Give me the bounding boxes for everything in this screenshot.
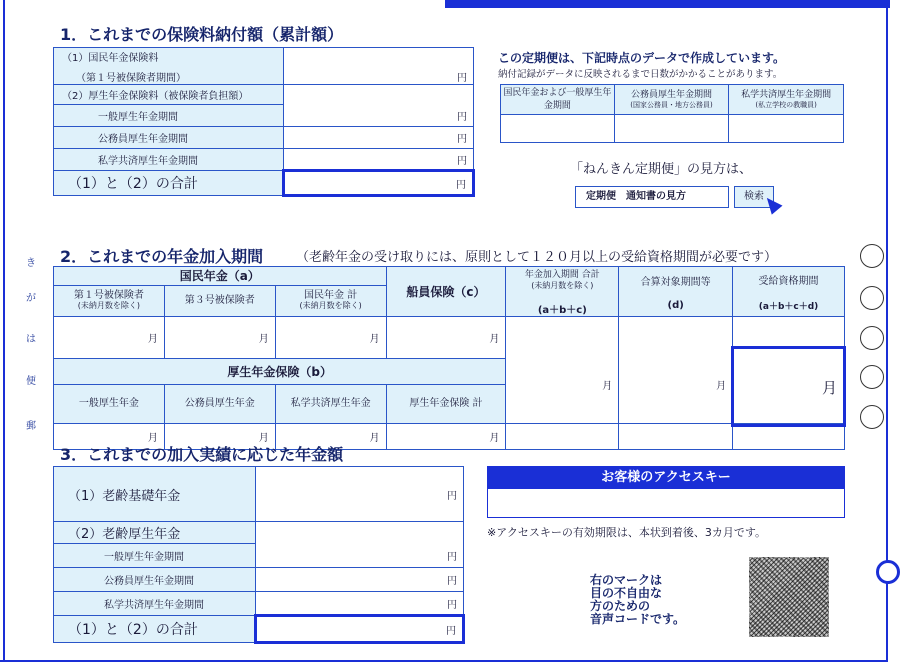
date-col3: 私学共済厚生年金期間 (私立学校の教職員) — [729, 85, 844, 115]
sub3-value: 円 — [284, 149, 474, 171]
kokumin-col1: 第１号被保険者 (未納月数を除く) — [54, 285, 165, 316]
voice-code-image — [749, 557, 829, 637]
sub2-value: 円 — [284, 127, 474, 149]
r1-label: （1）老齢基礎年金 — [54, 467, 256, 522]
margin-char-1: 郵 — [26, 421, 36, 432]
search-prompt: 「ねんきん定期便」の見方は、 — [570, 162, 753, 177]
r1-value: 円 — [256, 467, 464, 522]
s2-value: 円 — [256, 568, 464, 592]
s2-label: 公務員厚生年金期間 — [54, 568, 256, 592]
search-input[interactable]: 定期便 通知書の見方 — [575, 186, 729, 208]
jukyu-val-spacer — [733, 317, 845, 424]
row1-label: （1）国民年金保険料 （第１号被保険者期間） — [54, 48, 284, 85]
voice-code-text: 右のマークは 目の不自由な 方のための 音声コードです。 — [590, 573, 686, 626]
kosei-col4: 厚生年金保険 計 — [386, 385, 506, 424]
total-period-val: 月 — [506, 317, 619, 424]
gousan-header: 合算対象期間等 (d) — [619, 267, 733, 317]
margin-char-4: が — [26, 293, 36, 304]
kosei-col1: 一般厚生年金 — [54, 385, 165, 424]
search-button[interactable]: 検索 — [734, 186, 774, 208]
senin-val: 月 — [386, 317, 506, 359]
kokumin-col3: 国民年金 計 (未納月数を除く) — [275, 285, 386, 316]
kokumin-col2: 第３号被保険者 — [164, 285, 275, 316]
period-table — [53, 266, 845, 450]
pension-amount-table — [53, 466, 465, 644]
access-key-box — [487, 466, 845, 518]
total-value: 円 — [284, 171, 474, 196]
kosei-header: 厚生年金保険（b） — [54, 358, 506, 385]
access-key-title: お客様のアクセスキー — [488, 467, 844, 489]
notice-sub: 納付記録がデータに反映されるまで日数がかかることがあります。 — [498, 69, 783, 80]
margin-char-3: は — [26, 334, 36, 345]
s1-label: 一般厚生年金期間 — [54, 544, 256, 568]
kokumin-val2: 月 — [164, 317, 275, 359]
date-col1: 国民年金および一般厚生年金期間 — [501, 85, 615, 115]
section3-title: 3．これまでの加入実績に応じた年金額 — [60, 445, 344, 464]
sub1-label: 一般厚生年金期間 — [54, 105, 284, 127]
notice-heading: この定期便は、下記時点のデータで作成しています。 — [498, 51, 786, 65]
r-total-label: （1）と（2）の合計 — [54, 616, 256, 643]
section2-note: （老齢年金の受け取りには、原則として１２０月以上の受給資格期間が必要です） — [296, 250, 778, 265]
section2-title: 2．これまでの年金加入期間 — [60, 247, 264, 266]
binding-hole — [860, 244, 884, 268]
jukyu-header: 受給資格期間 (a＋b＋c＋d) — [733, 267, 845, 317]
total-period-header: 年金加入期間 合計 (未納月数を除く) (a＋b＋c) — [506, 267, 619, 317]
margin-char-2: 便 — [26, 376, 36, 387]
jukyu-val: 月 — [731, 346, 846, 427]
binding-hole — [860, 405, 884, 429]
premium-table — [53, 47, 475, 197]
data-date-table — [500, 84, 844, 143]
kosei-col2: 公務員厚生年金 — [164, 385, 275, 424]
kokumin-val1: 月 — [54, 317, 165, 359]
total-label: （1）と（2）の合計 — [54, 171, 284, 196]
binding-hole — [860, 286, 884, 310]
sub2-label: 公務員厚生年金期間 — [54, 127, 284, 149]
kosei-val1: 月 — [54, 424, 165, 450]
senin-header: 船員保険（c） — [386, 267, 506, 317]
gousan-val: 月 — [619, 317, 733, 424]
kosei-col3: 私学共済厚生年金 — [275, 385, 386, 424]
top-border-bar — [445, 0, 890, 8]
sub1-value: 円 — [284, 105, 474, 127]
kokumin-val3: 月 — [275, 317, 386, 359]
left-border-line — [3, 0, 5, 662]
s3-value: 円 — [256, 592, 464, 616]
r2-label: （2）老齢厚生年金 — [54, 522, 256, 544]
s1-value: 円 — [256, 544, 464, 568]
kosei-val3: 月 — [275, 424, 386, 450]
row2-label: （2）厚生年金保険料（被保険者負担額） — [54, 85, 284, 105]
kosei-val4: 月 — [386, 424, 506, 450]
date-col2: 公務員厚生年金期間 (国家公務員・地方公務員) — [614, 85, 729, 115]
binding-hole — [860, 326, 884, 350]
binding-hole — [860, 365, 884, 389]
notch-circle — [876, 560, 900, 584]
kokumin-header: 国民年金（a） — [54, 267, 387, 286]
margin-char-5: き — [26, 258, 36, 269]
s3-label: 私学共済厚生年金期間 — [54, 592, 256, 616]
kosei-val2: 月 — [164, 424, 275, 450]
r-total-value: 円 — [256, 616, 464, 643]
access-key-note: ※アクセスキーの有効期限は、本状到着後、3カ月です。 — [487, 526, 767, 539]
section1-title: 1．これまでの保険料納付額（累計額） — [60, 25, 344, 44]
sub3-label: 私学共済厚生年金期間 — [54, 149, 284, 171]
row1-value: 円 — [284, 48, 474, 85]
